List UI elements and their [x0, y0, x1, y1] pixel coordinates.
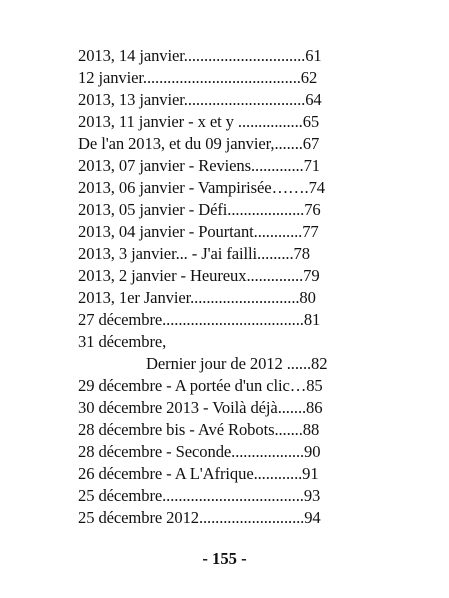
toc-entry: 2013, 14 janvier..............................61: [78, 46, 322, 65]
toc-entry: 27 décembre...................................81: [78, 310, 321, 329]
toc-entry: De l'an 2013, et du 09 janvier,.......67: [78, 134, 320, 153]
toc-entry: 29 décembre - A portée d'un clic…85: [78, 376, 323, 395]
toc-entry: 28 décembre - Seconde..................90: [78, 442, 321, 461]
toc-entry: 2013, 3 janvier... - J'ai failli.........78: [78, 244, 310, 263]
toc-entry: 25 décembre...................................93: [78, 486, 321, 505]
toc-entry: 26 décembre - A L'Afrique............91: [78, 464, 319, 483]
toc-entry: 2013, 2 janvier - Heureux..............79: [78, 266, 320, 285]
toc-entry: 30 décembre 2013 - Voilà déjà.......86: [78, 398, 323, 417]
toc-entry: 2013, 11 janvier - x et y ................65: [78, 112, 320, 131]
toc-entry-continuation: Dernier jour de 2012 ......82: [146, 354, 328, 373]
toc-entry: 2013, 06 janvier - Vampirisée…….74: [78, 178, 325, 197]
toc-entry: 12 janvier.......................................62: [78, 68, 318, 87]
toc-entry: 2013, 05 janvier - Défi...................76: [78, 200, 321, 219]
toc-entry: 28 décembre bis - Avé Robots.......88: [78, 420, 320, 439]
toc-entry: 2013, 1er Janvier...........................80: [78, 288, 316, 307]
toc-entry: 31 décembre,: [78, 332, 167, 351]
toc-entry: 2013, 13 janvier..............................64: [78, 90, 322, 109]
toc-entry: 2013, 07 janvier - Reviens.............71: [78, 156, 321, 175]
toc-entry: 2013, 04 janvier - Pourtant............77: [78, 222, 319, 241]
page-number: - 155 -: [202, 549, 247, 568]
table-of-contents: [78, 45, 354, 529]
toc-entry: 25 décembre 2012..........................94: [78, 508, 321, 527]
